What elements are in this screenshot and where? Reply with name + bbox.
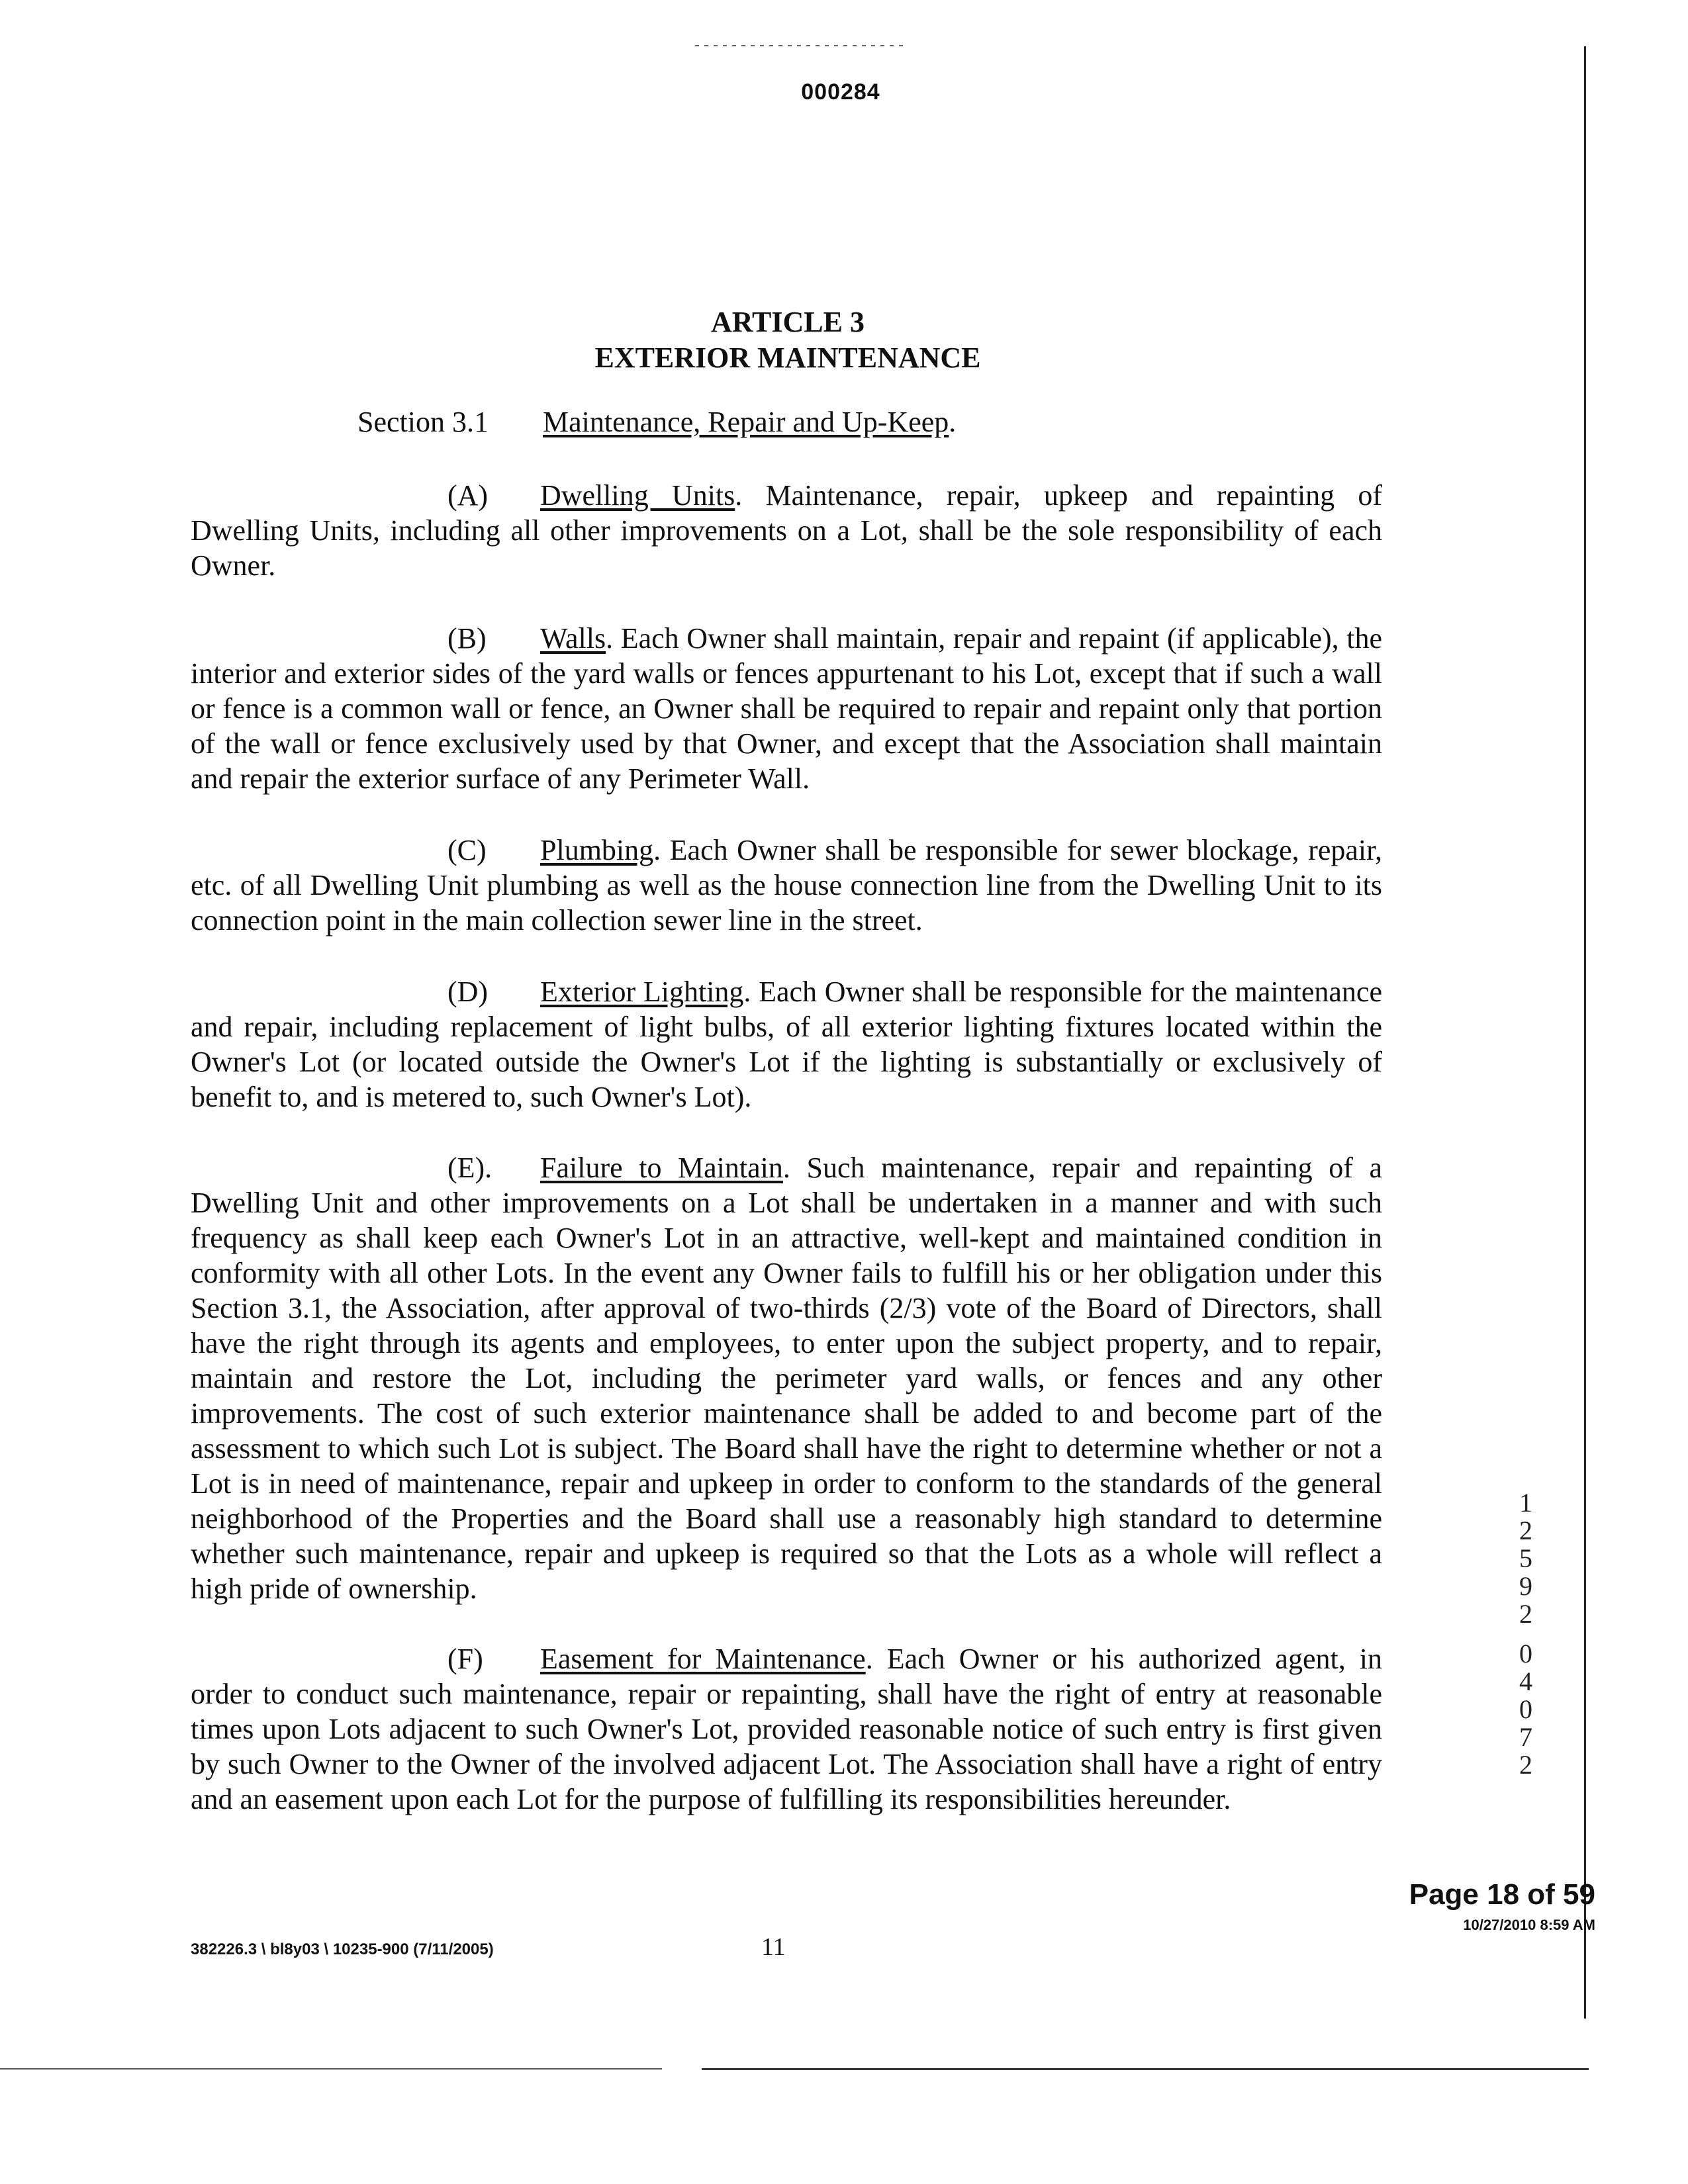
bottom-rule-right — [702, 2068, 1589, 2070]
paragraph-a — [191, 478, 1382, 583]
recording-number — [1509, 1489, 1542, 1779]
paragraph-body: . Each Owner shall maintain, repair and repaint (if applicable), the interior and exterior sides of the yard walls or fences appurtenant to his Lot, except that if such a wall or fence is a common wall or fence, an Owner shall be required to repair and repaint only that portion of the wall or fence exclusively used by that Owner, and except that the Association shall maintain and repair the exterior surface of any Perimeter Wall. — [191, 622, 1382, 795]
recording-digit: 7 — [1519, 1722, 1532, 1752]
page-edge-rule — [1584, 46, 1586, 2019]
paragraph-heading: Walls — [540, 622, 606, 655]
page-number: 11 — [761, 1933, 786, 1961]
recording-digit: 9 — [1519, 1571, 1532, 1601]
paragraph-label: (E). — [447, 1152, 492, 1184]
paragraph-heading: Exterior Lighting — [540, 976, 744, 1008]
paragraph-body: . Maintenance, repair, upkeep and repainting of Dwelling Units, including all other improvements on a Lot, shall be the sole responsibility of each Owner. — [191, 479, 1382, 582]
recording-digit: 2 — [1519, 1750, 1532, 1780]
paragraph-label: (B) — [447, 622, 487, 655]
paragraph-body: . Each Owner shall be responsible for the maintenance and repair, including replacement of light bulbs, of all exterior lighting fixtures located within the Owner's Lot (or located outside the Owner's Lot if the lighting is substantially or exclusively of benefit to, and is metered to, such Owner's Lot). — [191, 976, 1382, 1113]
recording-digit: 4 — [1519, 1666, 1532, 1696]
paragraph-e — [191, 1150, 1382, 1606]
document-stamp: 000284 — [801, 79, 880, 105]
recorded-timestamp: 10/27/2010 8:59 AM — [1463, 1917, 1595, 1933]
paragraph-b — [191, 621, 1382, 796]
scan-mark — [695, 45, 907, 46]
recording-digit: 1 — [1519, 1488, 1532, 1518]
paragraph-heading: Easement for Maintenance — [540, 1643, 866, 1675]
section-title: Maintenance, Repair and Up-Keep — [543, 406, 949, 438]
paragraph-heading: Failure to Maintain — [540, 1152, 783, 1184]
paragraph-c — [191, 833, 1382, 938]
paragraph-body: . Such maintenance, repair and repainting of a Dwelling Unit and other improvements on a Lot shall be undertaken in a manner and with such frequency as shall keep each Owner's Lot in an attractive, well-kept and maintained condition in conformity with all other Lots. In the event any Owner fails to fulfill his or her obligation under this Section 3.1, the Association, after approval of two-thirds (2/3) vote of the Board of Directors, shall have the right through its agents and employees, to enter upon the subject property, and to repair, maintain and restore the Lot, including the perimeter yard walls, or fences and any other improvements. The cost of such exterior maintenance shall be added to and become part of the assessment to which such Lot is subject. The Board shall have the right to determine whether or not a Lot is in need of maintenance, repair and upkeep in order to conform to the standards of the general neighborhood of the Properties and the Board shall use a reasonably high standard to determine whether such maintenance, repair and upkeep is required so that the Lots as a whole will reflect a high pride of ownership. — [191, 1152, 1382, 1605]
bottom-rule-left — [0, 2068, 662, 2070]
paragraph-heading: Plumbing — [540, 834, 654, 866]
section-number: Section 3.1 — [357, 406, 489, 438]
article-title: EXTERIOR MAINTENANCE — [594, 341, 981, 374]
recording-digit: 2 — [1519, 1599, 1532, 1629]
article-number: ARTICLE 3 — [711, 306, 865, 338]
paragraph-body: . Each Owner or his authorized agent, in order to conduct such maintenance, repair or repainting, shall have the right of entry at reasonable times upon Lots adjacent to such Owner's Lot, provided reasonable notice of such entry is first given by such Owner to the Owner of the involved adjacent Lot. The Association shall have a right of entry and an easement upon each Lot for the purpose of fulfilling its responsibilities hereunder. — [191, 1643, 1382, 1815]
paragraph-d — [191, 974, 1382, 1115]
section-title-suffix: . — [949, 406, 957, 438]
recording-digit: 2 — [1519, 1516, 1532, 1545]
paragraph-heading: Dwelling Units — [540, 479, 735, 512]
recording-digit: 0 — [1519, 1694, 1532, 1724]
recording-digit: 0 — [1519, 1639, 1532, 1668]
page-of-label: Page 18 of 59 — [1409, 1878, 1595, 1911]
section-heading — [357, 405, 956, 439]
paragraph-label: (D) — [447, 976, 489, 1008]
paragraph-label: (C) — [447, 834, 487, 866]
recording-digit: 5 — [1519, 1543, 1532, 1573]
paragraph-body: . Each Owner shall be responsible for sewer blockage, repair, etc. of all Dwelling Unit plumbing as well as the house connection line from the Dwelling Unit to its connection point in the main collection sewer line in the street. — [191, 834, 1382, 936]
paragraph-label: (A) — [447, 479, 489, 512]
paragraph-f — [191, 1641, 1382, 1817]
document-reference: 382226.3 \ bl8y03 \ 10235-900 (7/11/2005) — [191, 1940, 494, 1958]
paragraph-label: (F) — [447, 1643, 483, 1675]
